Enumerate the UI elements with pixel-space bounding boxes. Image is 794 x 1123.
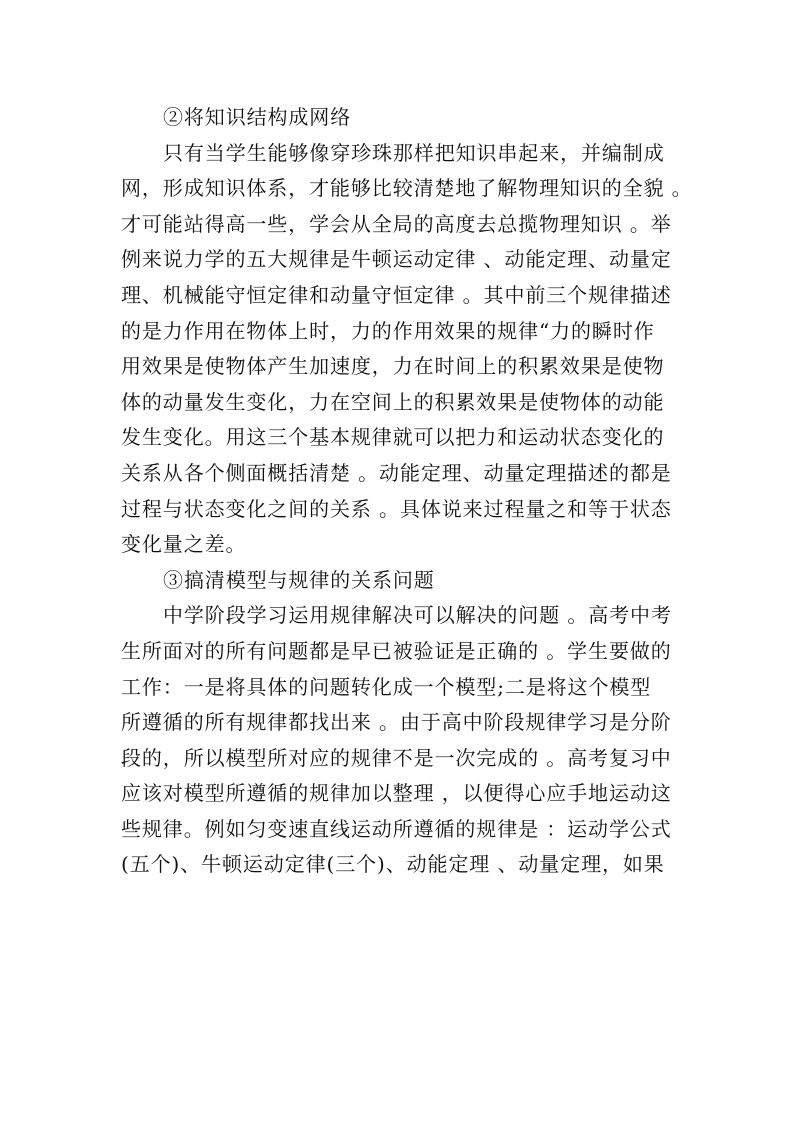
paragraph-line: 关系从各个侧面概括清楚 。动能定理、动量定理描述的都是 bbox=[121, 460, 672, 485]
paragraph-line: 只有当学生能够像穿珍珠那样把知识串起来，并编制成 bbox=[163, 140, 665, 165]
paragraph-line: 发生变化。用这三个基本规律就可以把力和运动状态变化的 bbox=[121, 425, 665, 450]
paragraph-line: 些规律。例如匀变速直线运动所遵循的规律是 ：运动学公式 bbox=[121, 816, 672, 841]
paragraph-line: 用效果是使物体产生加速度，力在时间上的积累效果是使物 bbox=[121, 354, 665, 379]
paragraph-line: 所遵循的所有规律都找出来 。由于高中阶段规律学习是分阶 bbox=[121, 710, 672, 735]
paragraph-line: 变化量之差。 bbox=[121, 532, 247, 557]
paragraph-line: 例来说力学的五大规律是牛顿运动定律 、动能定理、动量定 bbox=[121, 247, 672, 272]
paragraph-line: 生所面对的所有问题都是早已被验证是正确的 。学生要做的 bbox=[121, 638, 672, 663]
paragraph-line: 过程与状态变化之间的关系 。具体说来过程量之和等于状态 bbox=[121, 496, 672, 521]
paragraph-line: 的是力作用在物体上时，力的作用效果的规律“力的瞬时作 bbox=[121, 318, 655, 343]
section-heading-models: ③搞清模型与规律的关系问题 bbox=[163, 567, 435, 592]
paragraph-line: 理、机械能守恒定律和动量守恒定律 。其中前三个规律描述 bbox=[121, 282, 672, 307]
paragraph-line: (五个)、牛顿运动定律(三个)、动能定理 、动量定理，如果 bbox=[121, 852, 665, 877]
document-body bbox=[121, 100, 693, 883]
paragraph-line: 网，形成知识体系，才能够比较清楚地了解物理知识的全貌 。 bbox=[121, 176, 693, 201]
paragraph-line: 才可能站得高一些，学会从全局的高度去总揽物理知识 。举 bbox=[121, 211, 672, 236]
paragraph-line: 应该对模型所遵循的规律加以整理 ，以便得心应手地运动这 bbox=[121, 781, 672, 806]
paragraph-line: 段的，所以模型所对应的规律不是一次完成的 。高考复习中 bbox=[121, 745, 672, 770]
paragraph-line: 中学阶段学习运用规律解决可以解决的问题 。高考中考 bbox=[163, 603, 672, 628]
section-heading-network: ②将知识结构成网络 bbox=[163, 105, 352, 129]
paragraph-line: 体的动量发生变化，力在空间上的积累效果是使物体的动能 bbox=[121, 389, 665, 414]
paragraph-line: 工作：一是将具体的问题转化成一个模型;二是将这个模型 bbox=[121, 674, 652, 699]
